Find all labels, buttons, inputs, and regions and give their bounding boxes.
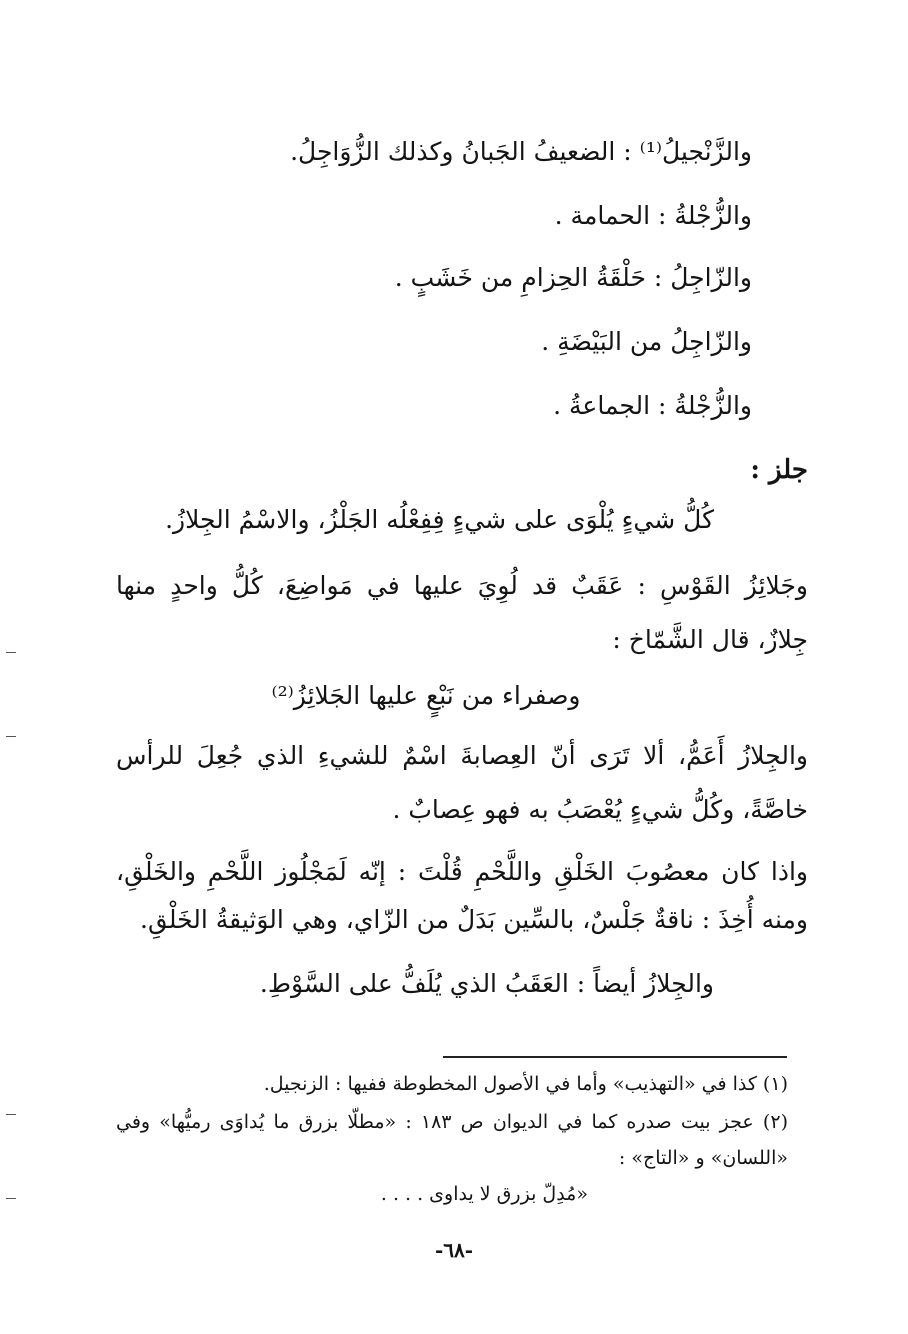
text-line: ومنه أُخِذَ : ناقةٌ جَلْسٌ، بالسِّين بَدَلٌ من الزّاي، وهي الوَثيقةُ الخَلْقِ. [140, 905, 808, 934]
page-number: -٦٨- [434, 1238, 474, 1262]
text-line: والجِلازُ أيضاً : العَقَبُ الذي يُلَفُّ على السَّوْطِ. [259, 969, 714, 998]
footnote-separator [443, 1056, 787, 1058]
text-line: والجِلازُ أَعَمُّ، ألا تَرَى أنّ العِصابةَ اسْمٌ للشيءِ الذي جُعِلَ للرأس [116, 741, 808, 770]
text-line: والزُّجْلةُ : الجماعةُ . [553, 391, 752, 420]
text-line: واذا كان معصُوبَ الخَلْقِ واللَّحْمِ قُلْتَ : إنّه لَمَجْلُوز اللَّحْمِ والخَلْقِ، [116, 857, 808, 886]
text-line: خاصَّةً، وكُلُّ شيءٍ يُعْصَبُ به فهو عِصابٌ . [392, 795, 808, 824]
footnote-1: (١) كذا في «التهذيب» وأما في الأصول المخطوطة ففيها : الزنجيل. [263, 1073, 788, 1095]
margin-mark [6, 736, 16, 737]
text-line: وجَلائِزُ القَوْسِ : عَقَبٌ قد لُوِيَ عليها في مَواضِعَ، كُلُّ واحدٍ منها [116, 571, 808, 600]
margin-mark [6, 652, 16, 653]
text-line: والزَّنْجيلُ⁽¹⁾ : الضعيفُ الجَبانُ وكذلك الزُّوَاجِلُ. [290, 137, 752, 166]
entry-heading: جلز : [750, 455, 808, 485]
text-line: جِلازٌ، قال الشَّمّاخ : [612, 625, 808, 654]
poetry-verse: وصفراء من نَبْعٍ عليها الجَلائِزُ⁽²⁾ [271, 681, 581, 710]
margin-mark [6, 1114, 16, 1115]
footnote-2-line: «مُدِلّ بزرق لا يداوى . . . . [380, 1183, 588, 1205]
text-line: كُلُّ شيءٍ يُلْوَى على شيءٍ فِفِعْلُه الجَلْزُ، والاسْمُ الجِلازُ. [165, 505, 714, 534]
margin-mark [6, 1198, 16, 1199]
footnote-2-line: (٢) عجز بيت صدره كما في الديوان ص ١٨٣ : «مطلّا بزرق ما يُداوَى رميُّها» وفي [116, 1111, 788, 1133]
text-line: والزُّجْلةُ : الحمامة . [554, 201, 752, 230]
footnote-2-line: «اللسان» و «التاج» : [618, 1147, 788, 1169]
text-line: والزّاجِلُ : حَلْقَةُ الحِزامِ من خَشَبٍ . [394, 263, 752, 292]
text-line: والزّاجِلُ من البَيْضَةِ . [541, 327, 752, 356]
